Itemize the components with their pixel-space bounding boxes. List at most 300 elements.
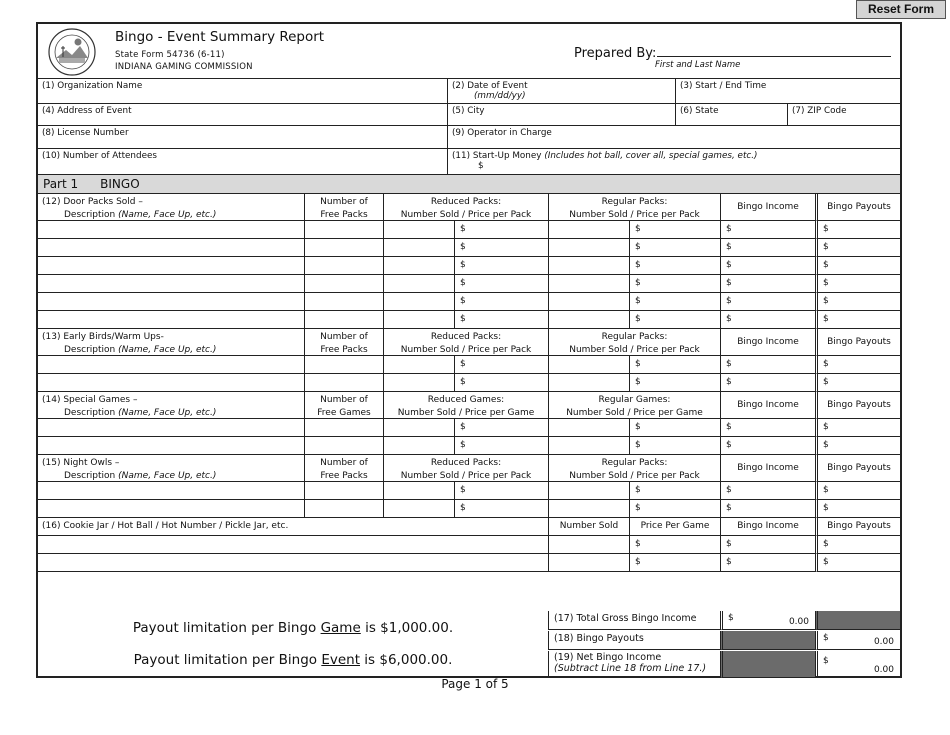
address-label: (4) Address of Event — [42, 106, 132, 116]
dollar-sign: $ — [635, 296, 641, 306]
red-header — [383, 194, 548, 221]
cookie-jar-label: (16) Cookie Jar / Hot Ball / Hot Number / Pickle Jar, etc. — [38, 518, 548, 536]
section-header-door — [38, 194, 900, 221]
description-hint: (Name, Face Up, etc.) — [118, 407, 217, 418]
description-hint: (Name, Face Up, etc.) — [118, 209, 217, 220]
entry-cell[interactable] — [383, 437, 454, 455]
entry-cell[interactable] — [629, 482, 720, 500]
table-row — [38, 293, 900, 311]
entry-cell[interactable] — [454, 311, 548, 329]
dollar-sign: $ — [460, 359, 466, 369]
entry-cell[interactable] — [304, 311, 383, 329]
dollar-sign: $ — [460, 260, 466, 270]
net-shaded-cell — [720, 651, 815, 678]
entry-cell[interactable] — [38, 482, 304, 500]
prepared-by-field[interactable] — [574, 45, 891, 61]
entry-cell[interactable] — [629, 536, 720, 554]
dollar-sign: $ — [726, 377, 732, 387]
net-income-title: (19) Net Bingo Income — [554, 652, 662, 663]
entry-cell[interactable] — [548, 419, 629, 437]
net-income-field[interactable]: $ 0.00 — [815, 651, 900, 678]
dollar-sign: $ — [460, 440, 466, 450]
free-header — [304, 392, 383, 419]
entry-cell[interactable] — [38, 356, 304, 374]
entry-cell[interactable] — [629, 311, 720, 329]
event-limit-text: Payout limitation per Bingo Event is $6,000.00. — [133, 652, 453, 668]
red-header — [383, 455, 548, 482]
dollar-sign: $ — [726, 422, 732, 432]
bingo-payouts-field[interactable]: $ 0.00 — [815, 631, 900, 650]
entry-cell[interactable] — [454, 257, 548, 275]
red-header — [383, 329, 548, 356]
section-header-early — [38, 329, 900, 356]
entry-cell[interactable] — [454, 500, 548, 518]
free-header-line1: Number of — [320, 332, 368, 342]
dollar-sign: $ — [726, 485, 732, 495]
entry-cell[interactable] — [629, 437, 720, 455]
table-row — [38, 536, 900, 554]
entry-cell[interactable] — [548, 374, 629, 392]
table-row — [38, 437, 900, 455]
entry-cell[interactable] — [38, 419, 304, 437]
entry-cell[interactable] — [38, 536, 548, 554]
entry-cell[interactable] — [548, 500, 629, 518]
entry-cell[interactable] — [454, 275, 548, 293]
operator-label: (9) Operator in Charge — [452, 128, 552, 138]
state-field[interactable] — [675, 104, 787, 125]
net-income-value: 0.00 — [873, 665, 894, 675]
description-hint: (Name, Face Up, etc.) — [118, 470, 217, 481]
description-label: Description — [64, 470, 119, 481]
cookie-jar-header — [38, 518, 900, 536]
dollar-sign: $ — [478, 161, 484, 171]
dollar-sign: $ — [726, 503, 732, 513]
free-header-line2: Free Packs — [320, 209, 368, 220]
entry-cell[interactable] — [815, 257, 900, 275]
entry-cell[interactable] — [629, 419, 720, 437]
reg-header — [548, 392, 720, 419]
entry-cell[interactable] — [454, 482, 548, 500]
dollar-sign: $ — [823, 314, 829, 324]
entry-cell[interactable] — [304, 374, 383, 392]
entry-cell[interactable] — [383, 257, 454, 275]
dollar-sign: $ — [823, 260, 829, 270]
dollar-sign: $ — [635, 440, 641, 450]
entry-cell[interactable] — [383, 419, 454, 437]
entry-cell[interactable] — [38, 374, 304, 392]
section-title: (15) Night Owls – — [42, 458, 120, 468]
entry-cell[interactable] — [383, 293, 454, 311]
totals-area — [38, 611, 900, 680]
free-header — [304, 455, 383, 482]
entry-cell[interactable] — [815, 275, 900, 293]
city-field[interactable] — [447, 104, 675, 125]
red-header-line2: Number Sold / Price per Pack — [400, 209, 532, 220]
agency-name: INDIANA GAMING COMMISSION — [115, 62, 253, 72]
table-row — [38, 419, 900, 437]
start-end-time-label: (3) Start / End Time — [680, 81, 767, 91]
dollar-sign: $ — [635, 278, 641, 288]
reg-header-line1: Regular Games: — [598, 395, 671, 405]
entry-cell[interactable] — [454, 374, 548, 392]
section-title: (13) Early Birds/Warm Ups- — [42, 332, 164, 342]
zip-label: (7) ZIP Code — [792, 106, 847, 116]
dollar-sign: $ — [726, 314, 732, 324]
entry-cell[interactable] — [383, 311, 454, 329]
description-label: Description — [64, 344, 119, 355]
dollar-sign: $ — [823, 557, 829, 567]
dollar-sign: $ — [823, 422, 829, 432]
entry-cell[interactable] — [720, 239, 815, 257]
entry-cell[interactable] — [383, 275, 454, 293]
entry-cell[interactable] — [548, 311, 629, 329]
bingo-form — [36, 22, 902, 678]
free-header-line1: Number of — [320, 458, 368, 468]
bingo-payouts-header: Bingo Payouts — [815, 455, 900, 482]
entry-cell[interactable] — [304, 239, 383, 257]
dollar-sign: $ — [726, 296, 732, 306]
license-field[interactable] — [38, 126, 447, 148]
entry-cell[interactable] — [383, 239, 454, 257]
red-header-line2: Number Sold / Price per Pack — [400, 470, 532, 481]
report-title: Bingo - Event Summary Report — [115, 29, 325, 45]
entry-cell[interactable] — [815, 419, 900, 437]
dollar-sign: $ — [635, 314, 641, 324]
reg-header-line2: Number Sold / Price per Pack — [569, 344, 700, 355]
entry-cell[interactable] — [38, 311, 304, 329]
net-income-note: (Subtract Line 18 from Line 17.) — [554, 663, 707, 674]
entry-cell[interactable] — [304, 221, 383, 239]
entry-cell[interactable] — [815, 482, 900, 500]
red-header-line1: Reduced Packs: — [430, 332, 502, 342]
entry-cell[interactable] — [815, 500, 900, 518]
entry-cell[interactable] — [629, 257, 720, 275]
bingo-payouts-label: (18) Bingo Payouts — [548, 631, 720, 650]
bingo-payouts-value: 0.00 — [873, 637, 894, 647]
reg-header-line1: Regular Packs: — [601, 458, 668, 468]
red-header-line1: Reduced Games: — [427, 395, 505, 405]
entry-cell[interactable] — [720, 257, 815, 275]
entry-cell[interactable] — [629, 356, 720, 374]
red-header-line1: Reduced Packs: — [430, 197, 502, 207]
prepared-by-caption: First and Last Name — [655, 60, 741, 70]
entry-cell[interactable] — [548, 239, 629, 257]
bingo-income-header: Bingo Income — [720, 392, 815, 419]
form-header — [38, 24, 900, 79]
description-header — [38, 329, 304, 356]
dollar-sign: $ — [635, 503, 641, 513]
entry-cell[interactable] — [720, 221, 815, 239]
entry-cell[interactable] — [38, 437, 304, 455]
page-number: Page 1 of 5 — [441, 677, 509, 691]
number-sold-header: Number Sold — [548, 518, 629, 536]
table-row — [38, 554, 900, 572]
dollar-sign: $ — [726, 440, 732, 450]
dollar-sign: $ — [635, 260, 641, 270]
entry-cell[interactable] — [548, 482, 629, 500]
entry-cell[interactable] — [629, 293, 720, 311]
description-hint: (Name, Face Up, etc.) — [118, 344, 217, 355]
entry-cell[interactable] — [629, 275, 720, 293]
bingo-income-header: Bingo Income — [720, 518, 815, 536]
dollar-sign: $ — [823, 224, 829, 234]
bingo-payouts-header: Bingo Payouts — [815, 329, 900, 356]
zip-field[interactable] — [787, 104, 900, 125]
bingo-income-header: Bingo Income — [720, 194, 815, 221]
event-date-label: (2) Date of Event — [452, 81, 528, 91]
startup-money-note: (Includes hot ball, cover all, special games, etc.) — [544, 151, 758, 161]
reg-header-line2: Number Sold / Price per Pack — [569, 470, 700, 481]
entry-cell[interactable] — [454, 437, 548, 455]
dollar-sign: $ — [823, 503, 829, 513]
entry-cell[interactable] — [38, 275, 304, 293]
dollar-sign: $ — [460, 485, 466, 495]
dollar-sign: $ — [460, 314, 466, 324]
description-header — [38, 194, 304, 221]
entry-cell[interactable] — [720, 293, 815, 311]
gross-income-value: 0.00 — [788, 617, 809, 627]
free-header — [304, 194, 383, 221]
dollar-sign: $ — [823, 278, 829, 288]
entry-cell[interactable] — [720, 275, 815, 293]
reg-header-line2: Number Sold / Price per Pack — [569, 209, 700, 220]
entry-cell[interactable] — [304, 257, 383, 275]
startup-money-field[interactable] — [447, 149, 900, 174]
entry-cell[interactable] — [815, 437, 900, 455]
payouts-shaded-cell — [720, 631, 815, 650]
reg-header-line1: Regular Packs: — [601, 332, 668, 342]
entry-cell[interactable] — [383, 356, 454, 374]
dollar-sign: $ — [823, 440, 829, 450]
entry-cell[interactable] — [38, 257, 304, 275]
entry-cell[interactable] — [548, 554, 629, 572]
table-row — [38, 257, 900, 275]
entry-cell[interactable] — [304, 419, 383, 437]
entry-cell[interactable] — [629, 239, 720, 257]
dollar-sign: $ — [823, 539, 829, 549]
dollar-sign: $ — [460, 377, 466, 387]
entry-cell[interactable] — [383, 500, 454, 518]
red-header — [383, 392, 548, 419]
reg-header-line1: Regular Packs: — [601, 197, 668, 207]
entry-cell[interactable] — [629, 500, 720, 518]
dollar-sign: $ — [823, 242, 829, 252]
entry-cell[interactable] — [815, 356, 900, 374]
state-label: (6) State — [680, 106, 719, 116]
startup-money-label: (11) Start-Up Money — [452, 151, 542, 161]
free-header-line2: Free Packs — [320, 344, 368, 355]
entry-cell[interactable] — [720, 419, 815, 437]
free-header-line1: Number of — [320, 197, 368, 207]
entry-cell[interactable] — [454, 221, 548, 239]
entry-cell[interactable] — [815, 311, 900, 329]
entry-cell[interactable] — [548, 356, 629, 374]
red-header-line2: Number Sold / Price per Pack — [400, 344, 532, 355]
entry-cell[interactable] — [38, 500, 304, 518]
reg-header — [548, 455, 720, 482]
entry-cell[interactable] — [720, 482, 815, 500]
entry-cell[interactable] — [548, 293, 629, 311]
part-name: BINGO — [100, 177, 140, 191]
dollar-sign: $ — [635, 242, 641, 252]
table-row — [38, 239, 900, 257]
dollar-sign: $ — [726, 224, 732, 234]
entry-cell[interactable] — [720, 536, 815, 554]
section-title: (12) Door Packs Sold – — [42, 197, 143, 207]
free-header-line1: Number of — [320, 395, 368, 405]
dollar-sign: $ — [635, 224, 641, 234]
table-row — [38, 374, 900, 392]
dollar-sign: $ — [460, 503, 466, 513]
section-header-owls — [38, 455, 900, 482]
entry-cell[interactable] — [815, 221, 900, 239]
prepared-by-label: Prepared By: — [574, 46, 657, 61]
net-income-label — [548, 651, 720, 678]
entry-cell[interactable] — [454, 293, 548, 311]
reg-header-line2: Number Sold / Price per Game — [566, 407, 703, 418]
gross-shaded-cell — [815, 611, 900, 630]
dollar-sign: $ — [460, 422, 466, 432]
dollar-sign: $ — [726, 278, 732, 288]
price-per-game-header: Price Per Game — [629, 518, 720, 536]
form-number: State Form 54736 (6-11) — [115, 50, 225, 60]
city-label: (5) City — [452, 106, 485, 116]
reg-header — [548, 194, 720, 221]
entry-cell[interactable] — [629, 221, 720, 239]
bingo-payouts-header: Bingo Payouts — [815, 194, 900, 221]
dollar-sign: $ — [635, 485, 641, 495]
entry-cell[interactable] — [815, 536, 900, 554]
entry-cell[interactable] — [304, 293, 383, 311]
table-row — [38, 221, 900, 239]
start-end-time-field[interactable] — [675, 79, 900, 103]
red-header-line1: Reduced Packs: — [430, 458, 502, 468]
entry-cell[interactable] — [720, 500, 815, 518]
entry-cell[interactable] — [629, 554, 720, 572]
dollar-sign: $ — [823, 485, 829, 495]
entry-cell[interactable] — [454, 239, 548, 257]
dollar-sign: $ — [635, 377, 641, 387]
entry-cell[interactable] — [383, 482, 454, 500]
table-row — [38, 311, 900, 329]
entry-cell[interactable] — [38, 221, 304, 239]
date-format-hint: (mm/dd/yy) — [474, 91, 526, 101]
entry-cell[interactable] — [815, 239, 900, 257]
org-name-label: (1) Organization Name — [42, 81, 143, 91]
entry-cell[interactable] — [548, 221, 629, 239]
gross-income-label: (17) Total Gross Bingo Income — [548, 611, 720, 630]
dollar-sign: $ — [726, 242, 732, 252]
table-row — [38, 500, 900, 518]
bingo-payouts-header: Bingo Payouts — [815, 392, 900, 419]
entry-cell[interactable] — [383, 374, 454, 392]
operator-field[interactable] — [447, 126, 900, 148]
entry-cell[interactable] — [304, 482, 383, 500]
table-row — [38, 356, 900, 374]
entry-cell[interactable] — [38, 293, 304, 311]
description-label: Description — [64, 407, 119, 418]
entry-cell[interactable] — [38, 554, 548, 572]
dollar-sign: $ — [460, 278, 466, 288]
event-date-field[interactable] — [447, 79, 675, 103]
dollar-sign: $ — [460, 296, 466, 306]
dollar-sign: $ — [635, 422, 641, 432]
entry-cell[interactable] — [548, 437, 629, 455]
free-header-line2: Free Games — [317, 407, 371, 418]
entry-cell[interactable] — [454, 356, 548, 374]
description-label: Description — [64, 209, 119, 220]
dollar-sign: $ — [726, 557, 732, 567]
entry-cell[interactable] — [720, 356, 815, 374]
section-title: (14) Special Games – — [42, 395, 138, 405]
dollar-sign: $ — [726, 359, 732, 369]
part-number: Part 1 — [43, 177, 79, 191]
dollar-sign: $ — [460, 242, 466, 252]
description-header — [38, 455, 304, 482]
section-header-special — [38, 392, 900, 419]
attendees-label: (10) Number of Attendees — [42, 151, 158, 161]
entry-cell[interactable] — [815, 374, 900, 392]
entry-cell[interactable] — [38, 239, 304, 257]
dollar-sign: $ — [823, 377, 829, 387]
entry-cell[interactable] — [304, 275, 383, 293]
part-1-header — [38, 175, 900, 194]
entry-cell[interactable] — [720, 311, 815, 329]
bingo-payouts-header: Bingo Payouts — [815, 518, 900, 536]
entry-cell[interactable] — [720, 374, 815, 392]
entry-cell[interactable] — [383, 221, 454, 239]
red-header-line2: Number Sold / Price per Game — [397, 407, 535, 418]
dollar-sign: $ — [635, 557, 641, 567]
dollar-sign: $ — [823, 296, 829, 306]
bingo-income-header: Bingo Income — [720, 455, 815, 482]
entry-cell[interactable] — [454, 419, 548, 437]
entry-cell[interactable] — [548, 257, 629, 275]
license-label: (8) License Number — [42, 128, 129, 138]
description-header — [38, 392, 304, 419]
reg-header — [548, 329, 720, 356]
entry-cell[interactable] — [720, 437, 815, 455]
dollar-sign: $ — [460, 224, 466, 234]
entry-cell[interactable] — [304, 437, 383, 455]
attendees-field[interactable] — [38, 149, 447, 174]
dollar-sign: $ — [635, 359, 641, 369]
entry-cell[interactable] — [629, 374, 720, 392]
gross-income-field[interactable]: $ 0.00 — [720, 611, 815, 630]
reset-form-button[interactable]: Reset Form — [856, 0, 946, 19]
indiana-seal-icon — [48, 28, 96, 76]
entry-cell[interactable] — [304, 356, 383, 374]
org-name-field[interactable] — [38, 79, 447, 103]
entry-cell[interactable] — [304, 500, 383, 518]
dollar-sign: $ — [726, 539, 732, 549]
entry-cell[interactable] — [720, 554, 815, 572]
dollar-sign: $ — [635, 539, 641, 549]
entry-cell[interactable] — [815, 293, 900, 311]
dollar-sign: $ — [726, 260, 732, 270]
address-field[interactable] — [38, 104, 447, 125]
entry-cell[interactable] — [548, 536, 629, 554]
dollar-sign: $ — [823, 359, 829, 369]
table-row — [38, 482, 900, 500]
game-limit-text: Payout limitation per Bingo Game is $1,000.00. — [132, 620, 454, 636]
entry-cell[interactable] — [815, 554, 900, 572]
free-header — [304, 329, 383, 356]
table-row — [38, 275, 900, 293]
entry-cell[interactable] — [548, 275, 629, 293]
bingo-income-header: Bingo Income — [720, 329, 815, 356]
free-header-line2: Free Packs — [320, 470, 368, 481]
